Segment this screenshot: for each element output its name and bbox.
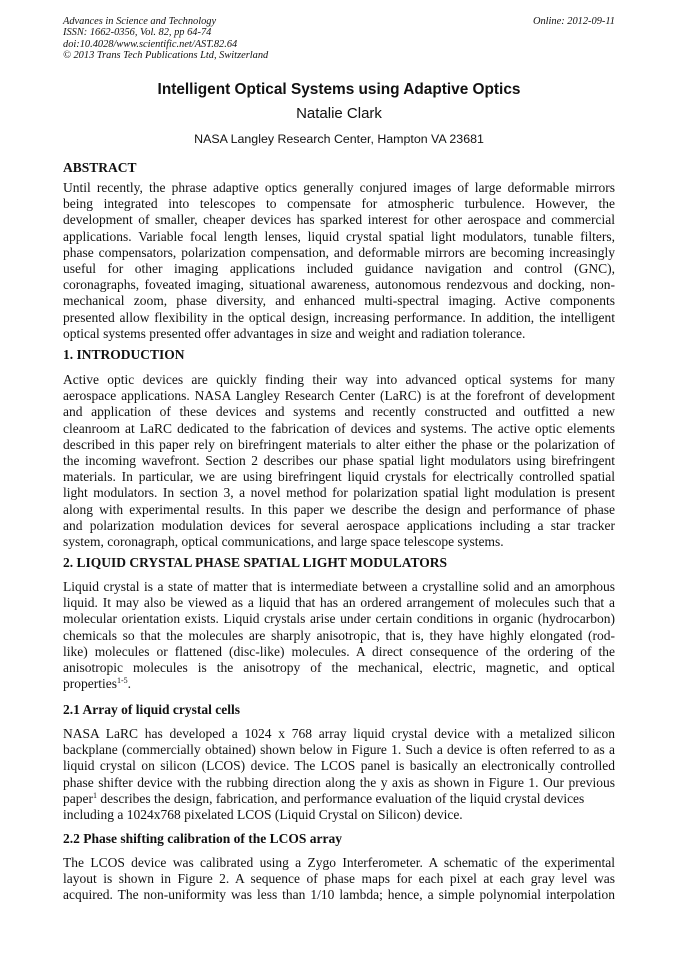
journal-header [63,16,615,62]
copyright-line: © 2013 Trans Tech Publications Ltd, Switzerland [63,50,269,62]
introduction-body [63,372,615,550]
text-line: and application of these devices and systems and recently constructed and outfitted a new [63,404,615,420]
text-line: being integrated into telescopes to compensate for atmospheric turbulence. However, the [63,196,615,212]
author-affiliation: NASA Langley Research Center, Hampton VA 23681 [194,132,484,146]
text-line: presented allow flexibility in the optical design, increasing performance. In addition, the intelligent [63,309,615,325]
text-line: like) molecules or flattened (disc-like) molecules. A direct consequence of the ordering of the [63,643,615,659]
text-line: development of smaller, cheaper devices has sparked interest for other aerospace and commercial [63,212,615,228]
inline-text: . [127,676,132,692]
text-line: applications. Variable focal length lenses, liquid crystal spatial light modulators, tunable filters, [63,228,615,244]
text-line: phase compensators, polarization compensation, and deformable mirrors are becoming increasingly [63,244,615,260]
section-2-2-body [63,855,615,904]
text-line [63,676,615,692]
paper-title: Intelligent Optical Systems using Adaptive Optics [157,81,521,98]
inline-text: properties [63,676,117,692]
section-2-1-body [63,726,615,823]
text-line: liquid. It may also be viewed as a liquid that has an ordered arrangement of molecules such that a [63,595,615,611]
section-2-heading: 2. LIQUID CRYSTAL PHASE SPATIAL LIGHT MODULATORS [63,555,447,570]
text-line: including a 1024x768 pixelated LCOS (Liquid Crystal on Silicon) device. [63,806,463,822]
doi-line: doi:10.4028/www.scientific.net/AST.82.64 [63,38,238,50]
text-line: The LCOS device was calibrated using a Zygo Interferometer. A schematic of the experimental [63,855,615,870]
citation-superscript: 1-5 [116,676,128,686]
citation-superscript: 1 [92,790,97,800]
text-line: useful for other imaging applications included guidance navigation and control (GNC), [63,260,615,276]
author-name: Natalie Clark [296,105,382,122]
text-line: system, coronagraph, optical communications, and large space telescope systems. [63,533,504,549]
text-line: chemicals so that the molecules are sharply anisotropic, that is, they have highly elongated (rod- [63,627,615,643]
abstract-heading: ABSTRACT [63,160,137,175]
text-line: described in this paper rely on birefringent materials to alter either the phase or the polarization of [63,436,615,452]
text-line: coronagraphs, foveated imaging, situational awareness, autonomous rendezvous and docking, non- [63,277,615,293]
section-2-1-heading: 2.1 Array of liquid crystal cells [63,702,240,717]
journal-name: Advances in Science and Technology [63,16,217,27]
text-line: anisotropic molecules is the anisotropy of the mechanical, electric, magnetic, and optical [63,659,615,675]
text-line: Active optic devices are quickly finding their way into advanced optical systems for many [63,372,615,387]
text-line: acquired. The non-uniformity was less than 1/10 lambda; hence, a simple polynomial interpolation [63,887,615,903]
text-line: aerospace applications. NASA Langley Research Center (LaRC) is at the forefront of development [63,388,615,404]
text-line: liquid crystal on silicon (LCOS) device. The LCOS panel is basically an electronically controlled [63,758,615,774]
text-line: light modulators. In section 3, a novel method for polarization spatial light modulation is present [63,485,615,501]
abstract-body [63,180,615,342]
text-line: materials. In particular, we are using birefringent liquid crystals for electrically controlled spatial [63,469,615,485]
text-line: phase shifter device with the rubbing direction along the y axis as shown in Figure 1. Our previous [63,774,615,790]
text-line: optical systems presented offer advantages in size and weight and radiation tolerance. [63,325,526,341]
section-2-body [63,579,615,692]
introduction-heading: 1. INTRODUCTION [63,347,185,362]
text-line [63,791,615,807]
text-line: along with experimental results. In this paper we describe the design and performance of phase [63,501,615,517]
text-line: cleanroom at LaRC dedicated to the fabrication of devices and systems. The active optic elements [63,420,615,436]
text-line: the incoming wavefront. Section 2 describes our phase spatial light modulators using birefringent [63,452,615,468]
text-line: layout is shown in Figure 2. A sequence of phase maps for each pixel at each gray level was [63,871,615,887]
text-line: Until recently, the phrase adaptive optics generally conjured images of large deformable mirrors [63,180,615,195]
text-line: molecular orientation exists. Liquid crystals arise under certain conditions in organic (hydrocarbon) [63,611,615,627]
online-date: Online: 2012-09-11 [532,16,615,27]
inline-text: describes the design, fabrication, and performance evaluation of the liquid crystal devices [96,790,585,806]
text-line: backplane (commercially obtained) shown below in Figure 1. Such a device is often referred to as a [63,742,615,758]
inline-text: paper [63,790,93,806]
text-line: Liquid crystal is a state of matter that is intermediate between a crystalline solid and an amorphous [63,579,615,594]
issn-line: ISSN: 1662-0356, Vol. 82, pp 64-74 [63,27,212,39]
text-line: mechanical zoom, phase diversity, and enhanced multi-spectral imaging. Active components [63,293,615,309]
text-line: NASA LaRC has developed a 1024 x 768 array liquid crystal device with a metalized silicon [63,726,615,741]
section-2-2-heading: 2.2 Phase shifting calibration of the LCOS array [63,831,342,846]
text-line: and polarization modulation devices for several aerospace applications including a star tracker [63,517,615,533]
